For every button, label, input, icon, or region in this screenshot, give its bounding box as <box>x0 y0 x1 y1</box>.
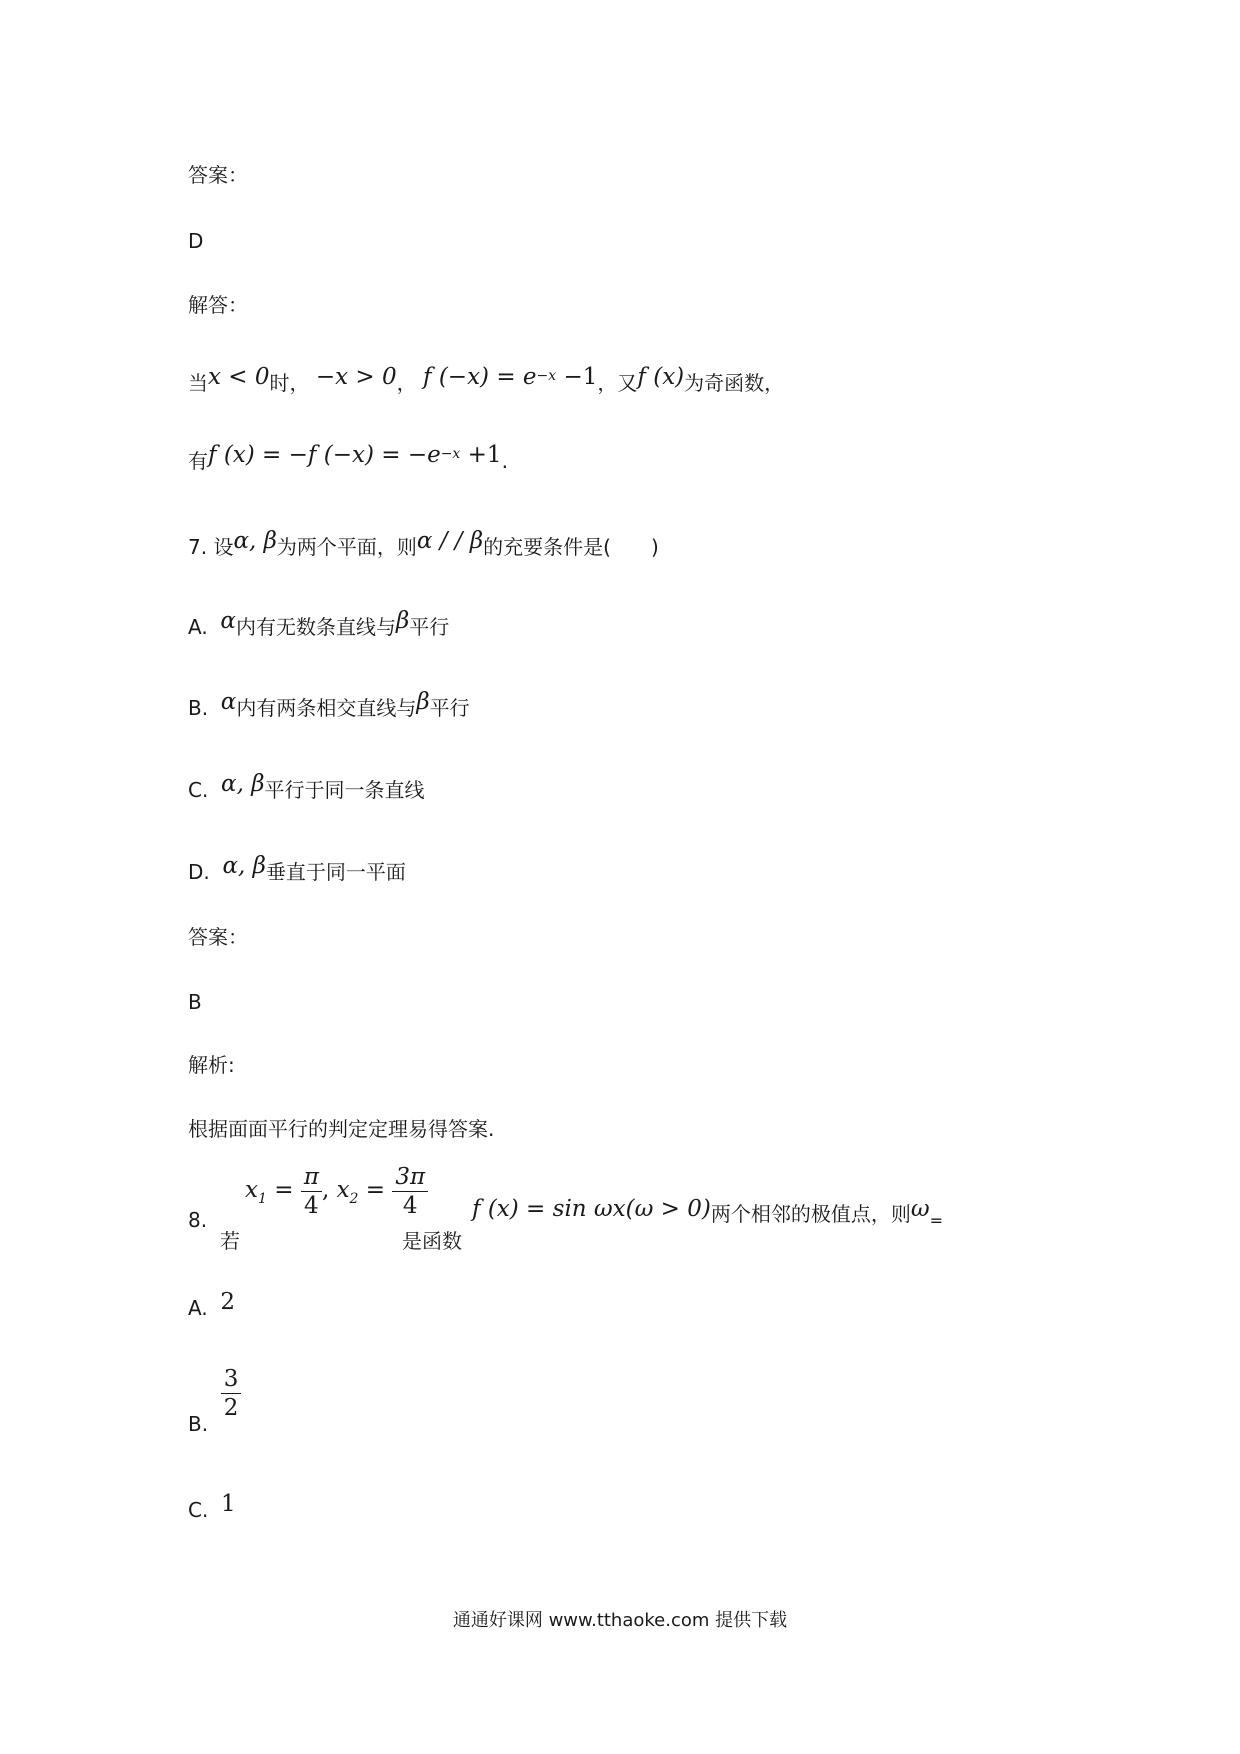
q8-number: 8. <box>188 1208 208 1232</box>
q7-option-a <box>188 608 450 642</box>
numerator: π <box>303 1164 319 1190</box>
text: 为奇函数， <box>684 371 785 395</box>
text: ， <box>396 371 417 395</box>
math: +1 <box>460 442 502 468</box>
q8-function-line <box>472 1194 944 1230</box>
text: 有 <box>188 449 208 473</box>
math: α, β <box>233 528 277 554</box>
math: α <box>220 608 236 634</box>
page-footer: 通通好课网 www.tthaoke.com 提供下载 <box>452 1610 788 1631</box>
question-number: 7. 设 <box>188 535 234 559</box>
math: α <box>220 689 237 715</box>
q8-option-a <box>188 1289 236 1323</box>
math: x <box>245 1177 258 1203</box>
prev-explain-label: 解答： <box>188 293 248 317</box>
math: = <box>266 1177 301 1203</box>
q7-option-d <box>188 853 406 887</box>
numerator: 3π <box>395 1164 426 1190</box>
option-label: C. <box>188 778 209 802</box>
math: , <box>321 1177 337 1203</box>
text: 当 <box>188 371 208 395</box>
math: α, β <box>222 853 266 879</box>
math: f (x) <box>637 364 685 390</box>
prev-explain-line2 <box>188 442 508 479</box>
q7-explain: 根据面面平行的判定定理易得答案. <box>188 1117 495 1141</box>
option-label: A. <box>188 615 208 639</box>
math: 1 <box>221 1491 236 1517</box>
math-superscript: −x <box>440 446 461 462</box>
fraction-3-over-2 <box>221 1365 242 1422</box>
q7-stem <box>188 528 659 562</box>
math: α / / β <box>416 528 484 554</box>
option-label: B. <box>188 696 209 720</box>
text: = <box>929 1211 944 1230</box>
q7-option-c <box>188 771 425 805</box>
text: . <box>501 449 508 473</box>
option-label: C. <box>188 1498 209 1522</box>
prev-explain-line1 <box>188 364 785 401</box>
q8-option-b <box>188 1365 241 1436</box>
math: β <box>395 608 410 634</box>
denominator: 2 <box>221 1393 242 1422</box>
math: = <box>358 1177 393 1203</box>
math: x < 0 <box>208 364 270 390</box>
q8-shi: 是函数 <box>402 1229 462 1253</box>
option-label: D. <box>188 860 210 884</box>
math: −1 <box>556 364 598 390</box>
q7-answer: B <box>188 990 202 1014</box>
math: β <box>416 689 430 715</box>
text: 为两个平面，则 <box>276 535 417 559</box>
math: f (x) = −f (−x) = −e <box>208 442 441 468</box>
text: 两个相邻的极值点，则 <box>710 1202 911 1226</box>
option-label: B. <box>188 1412 209 1436</box>
fraction-3pi-over-4 <box>392 1163 428 1220</box>
text: ，又 <box>597 371 638 395</box>
q7-answer-label: 答案： <box>188 925 248 949</box>
math: f (x) = sin ωx(ω > 0) <box>472 1196 711 1222</box>
math-subscript: 1 <box>257 1191 267 1207</box>
denominator: 4 <box>301 1191 322 1220</box>
option-text: 内有两条相交直线与 <box>236 696 417 720</box>
q7-option-b <box>188 689 470 723</box>
numerator: 3 <box>223 1366 239 1392</box>
math: x <box>336 1177 350 1203</box>
q8-ruo: 若 <box>220 1229 240 1253</box>
q8-option-c <box>188 1491 236 1525</box>
q7-explain-label: 解析: <box>188 1053 235 1077</box>
option-text: 内有无数条直线与 <box>235 615 396 639</box>
math: ω <box>910 1196 930 1222</box>
prev-answer-label: 答案： <box>188 163 248 187</box>
math-superscript: −x <box>536 368 557 384</box>
math: −x > 0 <box>315 364 397 390</box>
option-text: 平行 <box>409 615 450 639</box>
option-text: 平行 <box>429 696 470 720</box>
option-text: 垂直于同一平面 <box>265 860 406 884</box>
option-label: A. <box>188 1296 208 1320</box>
math-subscript: 2 <box>349 1191 359 1207</box>
prev-answer: D <box>188 229 204 253</box>
math: α, β <box>221 771 265 797</box>
fraction-pi-over-4 <box>301 1163 322 1220</box>
text: 的充要条件是( ) <box>483 535 659 559</box>
denominator: 4 <box>392 1191 428 1220</box>
math: 2 <box>220 1289 236 1315</box>
math: f (−x) = e <box>423 364 537 390</box>
option-text: 平行于同一条直线 <box>264 778 425 802</box>
text: 时， <box>269 371 310 395</box>
q8-points <box>245 1163 428 1220</box>
